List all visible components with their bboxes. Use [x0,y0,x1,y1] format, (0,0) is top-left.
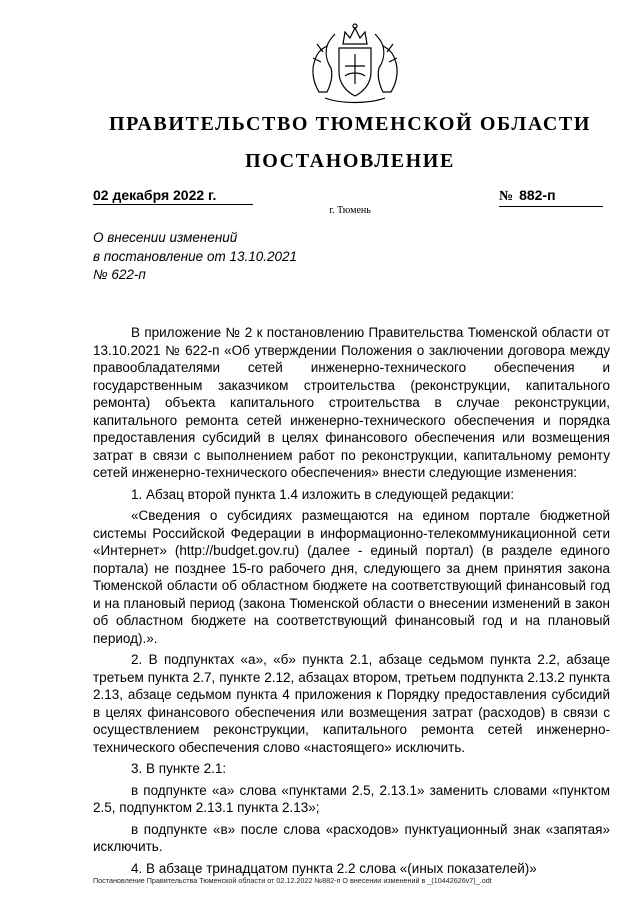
document-date: 02 декабря 2022 г. [93,186,253,205]
document-number [499,186,603,207]
document-subject [93,229,353,285]
document-body [93,324,610,881]
body-paragraph: в подпункте «а» слова «пунктами 2.5, 2.13.1» заменить словами «пунктом 2.5, подпунктом 2.13.1 пункта 2.13»; [93,782,610,815]
body-paragraph: 3. В пункте 2.1: [131,761,227,776]
number-value: 882-п [519,187,556,203]
government-title: ПРАВИТЕЛЬСТВО ТЮМЕНСКОЙ ОБЛАСТИ [108,113,592,135]
number-sign: № [499,189,514,204]
subject-line: О внесении изменений [93,230,238,245]
body-paragraph: 1. Абзац второй пункта 1.4 изложить в следующей редакции: [131,486,515,502]
body-paragraph: 2. В подпунктах «а», «б» пункта 2.1, абзаце седьмом пункта 2.2, абзаце третьем пункта 2.7, пункте 2.12, абзацах втором, третьем подпункта 2.13.2 пункта 2.13, абзаце седьмом пункта 4 приложения к Порядку предоставления субсидий в целях финансового обеспечения или возмещения затрат (расходов) в связи с осуществлением реконструкции, капитального ремонта сетей инженерно-технического обеспечения слово «настоящего» исключить. [93,652,610,755]
subject-line: в постановление от 13.10.2021 [93,248,298,264]
coat-of-arms-icon [305,22,405,106]
body-paragraph: в подпункте «в» после слова «расходов» пунктуационный знак «запятая» исключить. [93,821,610,854]
body-paragraph: 4. В абзаце тринадцатом пункта 2.2 слова «(иных показателей)» [131,860,537,876]
document-type: ПОСТАНОВЛЕНИЕ [245,150,455,172]
city-label: г. Тюмень [329,205,371,216]
page-footer: Постановление Правительства Тюменской области от 02.12.2022 №882-п О внесении изменений в _(10442626v7)_.odt [93,876,492,885]
body-paragraph: «Сведения о субсидиях размещаются на едином портале бюджетной системы Российской Федерации в информационно-телекоммуникационной сети «Интернет» (http://budget.gov.ru) (далее - единый портал) (в разделе единого портала) не позднее 15-го рабочего дня, следующего за днем принятия закона Тюменской области об областном бюджете на соответствующий финансовый год и на плановый период (закона Тюменской области о внесении изменений в закон об областном бюджете на соответствующий финансовый год и на плановый период).». [93,508,610,646]
subject-line: № 622-п [93,267,146,282]
body-paragraph: В приложение № 2 к постановлению Правительства Тюменской области от 13.10.2021 № 622-п «Об утверждении Положения о заключении договора между правообладателями сетей инженерно-технического обеспечения и государственным заказчиком строительства (реконструкции, капитального ремонта) объекта капитального строительства в случае реконструкции, капитального ремонта сетей инженерно-технического обеспечения и порядка предоставления субсидий в целях финансового обеспечения или возмещения затрат в связи с выполнением работ по реконструкции, капитальному ремонту сетей инженерно-технического обеспечения» внести следующие изменения: [93,325,610,480]
